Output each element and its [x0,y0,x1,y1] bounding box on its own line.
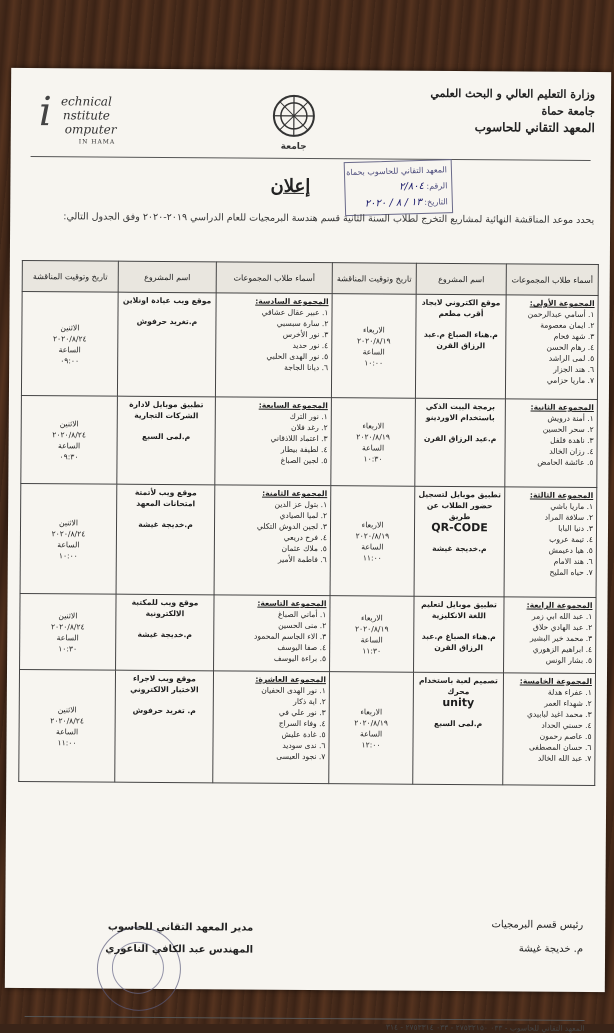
student-name: ٣. محمد اغيد لبابيدي [507,708,592,720]
project-cell [413,672,504,785]
student-name: ٥. لمى الراشد [509,352,594,364]
student-name: ٥. بشار الونس [507,654,592,666]
seal-caption: جامعة [281,142,307,152]
discussion-date: ٢٠٢٠/٨/٢٤ [25,333,114,345]
table-row [21,395,598,487]
student-name: ٦. ديانا الجاجة [219,361,328,373]
project-name: موقع ويب لأتمتة امتحانات المعهد [120,487,211,510]
student-name: ٥. ملاك عثمان [218,542,327,554]
group-title: المجموعة العاشرة: [217,673,326,685]
project-supervisor: م.لمى السبع [121,431,212,443]
group-members-cell [505,399,598,488]
group-members-cell [214,485,331,596]
group-members-cell [213,671,330,784]
group-title: المجموعة السابعة: [219,399,328,411]
student-name: ٤. حسني الحداد [507,719,592,731]
discussion-day: الاربعاء [335,420,412,432]
project-supervisor: م.خديجة غيشة [119,629,210,641]
student-name: ٣. نور علي في [217,706,326,718]
ministry-name: وزارة التعليم العالي و البحث العلمي [430,85,595,103]
group-title: المجموعة الثالثة: [508,489,593,501]
discussion-time: ١١:٠٠ [22,737,111,749]
student-name: ٦. حسان المصطفى [506,741,591,753]
discussion-time-cell [331,398,416,487]
project-supervisor: م.خديجة غيشة [120,519,211,531]
column-header: اسم المشروع [118,261,216,293]
discussion-time: ٠٩:٠٠ [25,355,114,367]
group-title: المجموعة الخامسة: [507,675,592,687]
discussion-time: ١١:٣٠ [333,645,410,657]
project-supervisor: م.هناء الصباغ م.عبد الرزاق القرن [417,631,500,654]
project-name: موقع الكتروني لايجاد أقرب مطعم [419,297,502,320]
student-name: ٣. نور الأخرس [219,328,328,340]
discussion-time-label: الساعة [333,728,410,740]
discussion-time-cell [21,291,118,396]
discussion-day: الاثنين [24,517,113,529]
discussion-date: ٢٠٢٠/٨/١٩ [333,717,410,729]
discussion-time-label: الساعة [334,541,411,553]
table-row [20,593,597,673]
discussion-day: الاثنين [23,610,112,622]
group-members-cell [505,295,598,400]
column-header: تاريخ وتوقيت المناقشة [22,260,118,292]
student-name: ١. نور الهدى الحفيان [217,684,326,696]
project-supervisor: م.عبد الرزاق القرن [419,433,502,445]
discussion-time-cell [19,669,116,782]
discussion-day: الاثنين [25,418,114,430]
stamp-institute: المعهد التقاني للحاسوب بحماة [349,162,447,181]
student-name: ٢. سحر الحسين [509,423,594,435]
department-head-title: رئيس قسم البرمجيات [491,913,583,938]
student-name: ١. أسامي عبدالرحمن [509,308,594,320]
project-cell [415,294,506,399]
stamp-ref-value: ٢/٨٠٤ [399,181,424,193]
student-name: ٤. ابراهيم الزهوري [507,643,592,655]
student-name: ٢. سلافة المراد [508,511,593,523]
discussion-time: ٠٩:٣٠ [24,451,113,463]
project-cell [414,596,505,673]
student-name: ٦. هند الامام [508,555,593,567]
table-row [19,669,596,785]
project-cell [415,398,506,487]
schedule-table [18,260,599,786]
institute-logo: i echnical nstitute omputer IN HAMA [39,90,169,151]
student-name: ٣. دنيا البابا [508,522,593,534]
student-name: ٣. اعتماد اللاذقاني [219,432,328,444]
project-name: برمجة البيت الذكي باستخدام الاوردينو [419,401,502,424]
group-members-cell [215,293,332,398]
header-divider [31,156,591,161]
project-code: unity [417,697,500,709]
project-supervisor: م. تغريد حرفوش [119,705,210,717]
discussion-time-cell [330,596,415,673]
discussion-day: الاربعاء [335,324,412,336]
student-name: ٤. لطيفة بيطار [219,443,328,455]
student-name: ١. عبد الله ابي زمر [507,610,592,622]
university-seal-icon [269,92,319,152]
student-name: ٦. فاطمة الأمير [218,553,327,565]
project-name: تطبيق موبايل لتعليم اللغة الانكليزية [417,599,500,622]
student-name: ٥. براءة اليوسف [217,652,326,664]
group-members-cell [214,595,331,672]
student-name: ٢. سارة سبسبي [219,317,328,329]
discussion-day: الاثنين [23,704,112,716]
group-title: المجموعة السادسة: [220,295,329,307]
student-name: ٣. محمد خير البشير [507,632,592,644]
project-name: موقع ويب لاجراء الاختبار الالكتروني [119,673,210,696]
student-name: ٥. عائشة الحامض [508,456,593,468]
student-name: ٢. شهداء العمر [507,697,592,709]
group-members-cell [503,673,596,786]
project-supervisor: م.تغريد حرفوش [121,316,212,328]
student-name: ٢. رغد فلان [219,421,328,433]
student-name: ٢. عبد الهادي حلاق [507,621,592,633]
discussion-time: ١١:٠٠ [334,552,411,564]
table-row [21,291,598,399]
discussion-time-cell [330,486,415,597]
student-name: ٣. لجين الدوش التكلي [218,520,327,532]
student-name: ٧. نجود العيسى [216,750,325,762]
group-title: المجموعة الأولى: [510,297,595,309]
student-name: ٤. فرح دريعي [218,531,327,543]
discussion-date: ٢٠٢٠/٨/١٩ [334,530,411,542]
discussion-date: ٢٠٢٠/٨/٢٤ [25,429,114,441]
student-name: ٢. اية ذكار [217,695,326,707]
project-supervisor: م.لمى السبع [417,718,500,730]
stamp-ref-label: الرقم: [426,181,447,191]
student-name: ١. ماريا باشي [508,500,593,512]
discussion-time-label: الساعة [25,440,114,452]
student-name: ٤. وفاء السراج [217,717,326,729]
discussion-day: الاربعاء [333,706,410,718]
column-header: تاريخ وتوقيت المناقشة [332,263,416,295]
director-title: مدير المعهد التقاني للحاسوب [83,916,253,939]
discussion-time-label: الساعة [23,632,112,644]
discussion-time-label: الساعة [335,346,412,358]
discussion-date: ٢٠٢٠/٨/٢٤ [24,528,113,540]
discussion-time: ١٠:٠٠ [24,550,113,562]
department-head-signature [491,913,583,962]
student-name: ١. أماني الصباغ [217,608,326,620]
student-name: ٣. ناهدة فلفل [509,434,594,446]
discussion-time: ١٠:٣٠ [334,453,411,465]
student-name: ٤. رزان الخالد [509,445,594,457]
project-cell [117,292,216,397]
student-name: ٥. لجين الصباغ [218,454,327,466]
student-name: ٧. حياه المليح [508,566,593,578]
discussion-time-label: الساعة [24,539,113,551]
student-name: ٥. عاصم رحمون [507,730,592,742]
discussion-time-cell [20,593,117,670]
project-name: تطبيق موبايل لادارة الشركات التجارية [121,399,212,422]
discussion-time: ١٢:٠٠ [332,739,409,751]
discussion-time: ١٠:٠٠ [335,357,412,369]
project-cell [414,486,505,597]
group-members-cell [215,397,332,486]
student-name: ٥. هيا دعيمش [508,544,593,556]
student-name: ٧. عبد الله الخالد [506,752,591,764]
table-row [20,483,597,597]
table-header-row [22,260,598,295]
announcement-document [5,68,611,992]
student-name: ١. عفراء هدلة [507,686,592,698]
student-name: ٧. ماريا حزامي [509,374,594,386]
discussion-time: ١٠:٣٠ [23,643,112,655]
column-header: أسماء طلاب المجموعات [216,262,332,294]
student-name: ٥. غادة عليش [217,728,326,740]
department-head-name: م. خديجة غيشة [491,937,583,962]
institute-name: المعهد التقاني للحاسوب [430,119,595,137]
project-code: QR-CODE [418,522,501,534]
discussion-day: الاربعاء [334,519,411,531]
project-name: تصميم لعبة باستخدام محرك [417,675,500,698]
column-header: أسماء طلاب المجموعات [506,264,598,296]
project-cell [116,594,215,671]
header-block [430,85,595,137]
footer-contact: المعهد التقاني للحاسوب - ٠٣٣ ٢٧٥٣٢١٥٠ - ٠٣٣ ٢٧٥٣٣١٤ - ٣١٤ [25,1020,585,1033]
project-name: تطبيق موبايل لتسجيل حضور الطلاب عن طريق [418,489,501,523]
student-name: ٤. نور حديد [219,339,328,351]
student-name: ٣. شهد فحام [509,330,594,342]
university-name: جامعة حماة [430,102,595,120]
student-name: ٢. ايمان معصومة [509,319,594,331]
stamp-date-label: التاريخ: [424,197,448,207]
discussion-time-cell [21,395,118,484]
student-name: ٤. تيمة عروب [508,533,593,545]
reference-stamp [344,159,453,216]
student-name: ٢. لميا الصيادي [218,509,327,521]
stamp-date-value: ١٣ / ٨ / ٢٠٢٠ [365,197,422,210]
student-name: ٤. رهام الحسن [509,341,594,353]
discussion-date: ٢٠٢٠/٨/١٩ [333,623,410,635]
group-title: المجموعة الثامنة: [218,487,327,499]
director-name: المهندس عبد الكافي الناعوري [83,938,253,961]
discussion-date: ٢٠٢٠/٨/١٩ [335,431,412,443]
student-name: ١. أمنة درويش [509,412,594,424]
project-cell [115,670,214,783]
group-title: المجموعة الرابعة: [507,599,592,611]
director-signature [83,916,253,961]
student-name: ٦. هند الجزار [509,363,594,375]
group-members-cell [504,487,597,598]
discussion-date: ٢٠٢٠/٨/١٩ [335,335,412,347]
group-title: المجموعة الثانية: [509,401,594,413]
intro-text: يحدد موعد المناقشة النهائية لمشاريع التخرج لطلاب السنة الثانية قسم هندسة البرمجيات للعام الدراسي ٢٠١٩-٢٠٢٠ وفق الجدول التالي: [44,208,594,229]
discussion-time-cell [329,672,414,785]
student-name: ٣. الاء الجاسم المحمود [217,630,326,642]
project-supervisor: م.هناء الصباغ م.عبد الرزاق القرن [419,329,502,352]
discussion-date: ٢٠٢٠/٨/٢٤ [23,621,112,633]
project-supervisor: م.خديجة غيشة [418,543,501,555]
discussion-time-cell [331,294,416,399]
student-name: ٦. ندى سوديد [216,739,325,751]
student-name: ١. عبير عقال عشاقي [219,306,328,318]
student-name: ١. بتول عز الدين [218,498,327,510]
student-name: ٥. نور الهدى الحلبي [219,350,328,362]
project-cell [116,484,215,595]
student-name: ٤. صفا اليوسف [217,641,326,653]
discussion-time-label: الساعة [333,634,410,646]
discussion-time-label: الساعة [335,442,412,454]
discussion-day: الاثنين [25,322,114,334]
project-name: موقع ويب عيادة اونلاين [122,295,213,307]
discussion-date: ٢٠٢٠/٨/٢٤ [23,715,112,727]
announcement-title: إعلان [250,176,330,198]
group-members-cell [504,597,597,674]
student-name: ١. نور الترك [219,410,328,422]
project-cell [117,396,216,485]
discussion-day: الاربعاء [333,612,410,624]
column-header: اسم المشروع [416,263,506,295]
group-title: المجموعة التاسعة: [217,597,326,609]
discussion-time-cell [20,483,117,594]
discussion-time-label: الساعة [25,344,114,356]
project-name: موقع ويب للمكتبة الالكترونية [119,597,210,620]
student-name: ٢. منى الحسين [217,619,326,631]
discussion-time-label: الساعة [23,726,112,738]
